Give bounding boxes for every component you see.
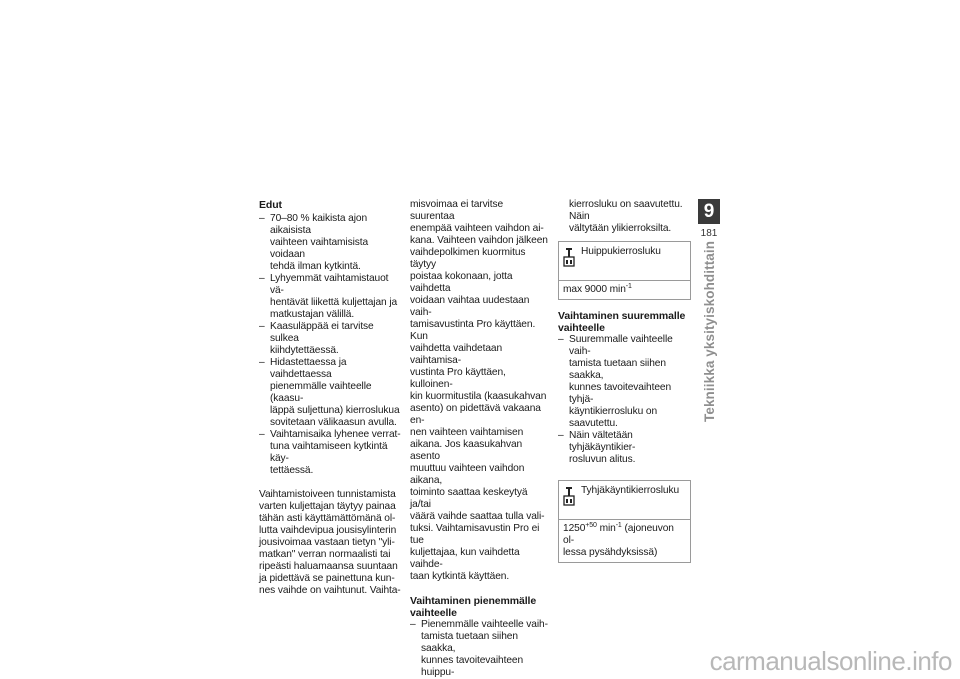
downshift-list [410, 619, 550, 679]
list-item: – Näin vältetään tyhjäkäyntikier- rosluvun alitus. [558, 430, 691, 466]
spec-label: Tyhjäkäyntikierrosluku [581, 485, 680, 496]
page-number: 181 [700, 228, 718, 239]
section-heading-downshift: Vaihtaminen pienemmälle vaihteelle [410, 595, 537, 619]
list-item: – Pienemmälle vaihteelle vaih- tamista tuetaan siihen saakka, kunnes tavoitevaihteen huippu- [410, 619, 550, 679]
chapter-number: 9 [698, 199, 720, 224]
watermark: carmanualsonline.info [709, 646, 952, 676]
spec-box-idle-rpm [558, 480, 691, 563]
list-item: – Suuremmalle vaihteelle vaih- tamista tuetaan siihen saakka, kunnes tavoitevaihteen tyhjä- käyntikierrosluku on saavutettu. [558, 334, 691, 430]
list-item: – Lyhyemmät vaihtamistauot vä- hentävät liikettä kuljettajan ja matkustajan välillä. [259, 273, 401, 321]
engine-spec-icon [563, 248, 575, 268]
body-paragraph: Vaihtamistoiveen tunnistamista varten kuljettajan täytyy painaa tähän asti käyttämättömänä ol- lutta vaihdevipua jousisylinterin jousivoimaa vastaan tietyn "yli- matkan" verran normaalisti tai ripeästi haluamaansa suuntaan ja pidettävä se painettuna kun- nes vaihde on vaihtunut. Vaihta- [259, 489, 401, 596]
list-item-continuation: kierrosluku on saavutettu. Näin vältytään ylikierroksilta. [569, 199, 683, 234]
spec-value: max 9000 $\min^{-1}$ [563, 283, 632, 295]
engine-spec-icon [563, 487, 575, 507]
section-heading-edut: Edut [259, 199, 282, 211]
upshift-list [558, 334, 691, 466]
chapter-title-vertical: Tekniikka yksityiskohdittain [702, 240, 717, 422]
benefits-list [259, 213, 401, 477]
list-item: – Kaasuläppää ei tarvitse sulkea kiihdytettäessä. [259, 321, 401, 357]
section-heading-upshift: Vaihtaminen suuremmalle vaihteelle [558, 310, 686, 334]
list-item: – Vaihtamisaika lyhenee verrat- tuna vaihtamiseen kytkintä käy- tettäessä. [259, 429, 401, 477]
text-column-3 [558, 199, 691, 573]
list-item: – Hidastettaessa ja vaihdettaessa pienemmälle vaihteelle (kaasu- läppä suljettuna) kierroslukua sovitetaan välikaasun avulla. [259, 357, 401, 429]
spec-value: $1250^{+50}$ $\min^{-1}$ (ajoneuvon ol- lessa pysähdyksissä) [563, 522, 674, 558]
text-column-1 [259, 199, 401, 597]
list-item: – 70–80 % kaikista ajon aikaisista vaihteen vaihtamisista voidaan tehdä ilman kytkintä. [259, 213, 401, 273]
text-column-2 [410, 199, 550, 679]
spec-box-max-rpm [558, 241, 691, 300]
spec-label: Huippukierrosluku [581, 246, 661, 257]
body-paragraph: misvoimaa ei tarvitse suurentaa enempää vaihteen vaihdon ai- kana. Vaihteen vaihdon jälkeen vaihdepolkimen kuormitus täytyy poistaa kokonaan, jotta vaihdetta voidaan vaihtaa uudestaan vaih- tamisavustinta Pro käyttäen. Kun vaihdetta vaihdetaan vaihtamisa- vustinta Pro käyttäen, kulloinen- kin kuormitustila (kaasukahvan asento) on pidettävä vakaana en- nen vaihteen vaihtamisen aikana. Jos kaasukahvan asento muuttuu vaihteen vaihdon aikana, toiminto saattaa keskeytyä ja/tai väärä vaihde saattaa tulla vali- tuksi. Vaihtamisavustin Pro ei tue kuljettajaa, kun vaihdetta vaihde- taan kytkintä käyttäen. [410, 199, 548, 582]
